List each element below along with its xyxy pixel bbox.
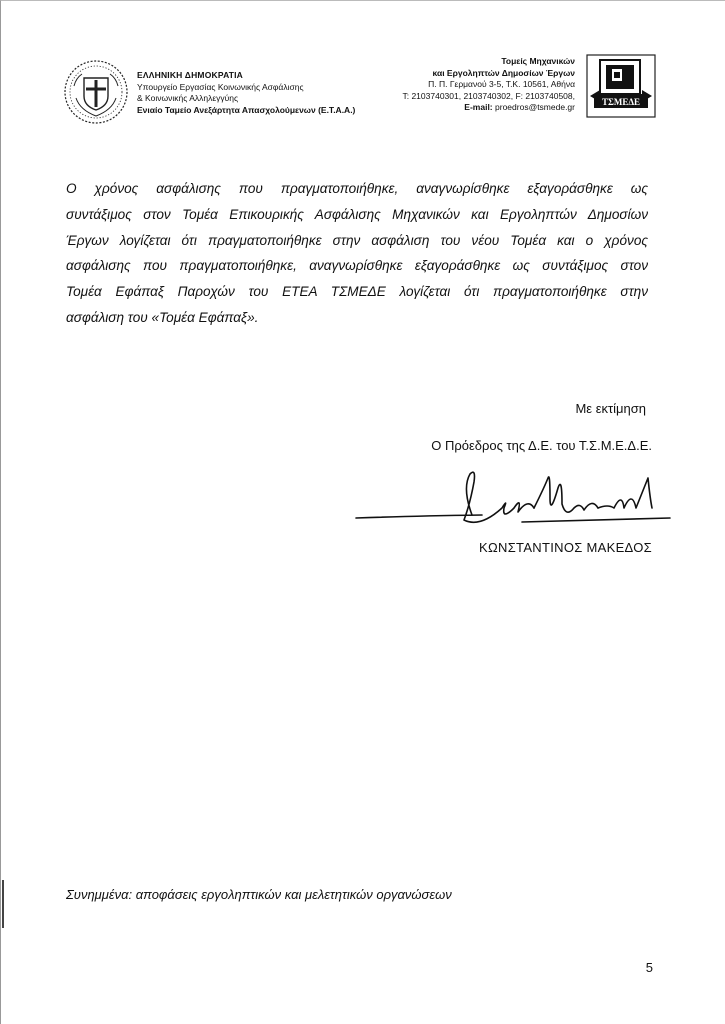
issuer-block <box>137 70 355 116</box>
body-line: συντάξιμος στον Τομέα Επικουρικής Ασφάλισης Μηχανικών και Εργοληπτών Δημοσίων <box>66 206 648 222</box>
sender-email[interactable]: proedros@tsmede.gr <box>495 102 575 112</box>
body-line: Έργων λογίζεται ότι πραγματοποιήθηκε στην ασφάλιση του νέου Τομέα και ο χρόνος <box>66 232 648 248</box>
president-title: Ο Πρόεδρος της Δ.Ε. του Τ.Σ.Μ.Ε.Δ.Ε. <box>431 438 652 453</box>
issuer-ministry: Υπουργείο Εργασίας Κοινωνικής Ασφάλισης <box>137 81 304 92</box>
sender-address: Π. Π. Γερμανού 3-5, Τ.Κ. 10561, Αθήνα <box>428 79 575 89</box>
issuer-ministry-cont: & Κοινωνικής Αλληλεγγύης <box>137 93 239 103</box>
letter-body <box>66 176 648 331</box>
logo-text: ΤΣΜΕΔΕ <box>601 97 641 107</box>
sender-phones: Τ: 2103740301, 2103740302, F: 2103740508, <box>402 90 575 101</box>
signatory-name: ΚΩΝΣΤΑΝΤΙΝΟΣ ΜΑΚΕΔΟΣ <box>479 540 652 555</box>
sender-block <box>402 56 575 114</box>
closing-salutation: Με εκτίμηση <box>575 401 646 416</box>
scan-mark <box>2 880 4 928</box>
issuer-country: ΕΛΛΗΝΙΚΗ ΔΗΜΟΚΡΑΤΙΑ <box>137 70 244 80</box>
sender-name: Τομείς Μηχανικών <box>501 56 575 66</box>
body-line: ασφάλισης που πραγματοποιήθηκε, αναγνωρίσθηκε εξαγοράσθηκε ως συντάξιμος στον <box>66 258 648 274</box>
body-line: Ο χρόνος ασφάλισης που πραγματοποιήθηκε, αναγνωρίσθηκε εξαγοράσθηκε ως <box>66 181 648 196</box>
page-number: 5 <box>645 960 653 975</box>
sender-name-cont: και Εργοληπτών Δημοσίων Έργων <box>432 67 575 78</box>
attachments-note: Συνημμένα: αποφάσεις εργοληπτικών και μελετητικών οργανώσεων <box>66 887 452 902</box>
greek-state-seal-icon <box>62 58 130 126</box>
issuer-fund: Ενιαίο Ταμείο Ανεξάρτητα Απασχολούμενων (Ε.Τ.Α.Α.) <box>137 104 356 115</box>
sender-email-line <box>402 102 575 114</box>
tsmede-logo-icon <box>586 54 656 118</box>
signature-icon <box>352 468 672 540</box>
body-line: Τομέα Εφάπαξ Παροχών του ΕΤΕΑ ΤΣΜΕΔΕ λογίζεται ότι πραγματοποιήθηκε στην <box>66 284 648 300</box>
email-label: E-mail: <box>464 102 493 112</box>
body-line: ασφάλιση του «Τομέα Εφάπαξ». <box>66 309 259 325</box>
